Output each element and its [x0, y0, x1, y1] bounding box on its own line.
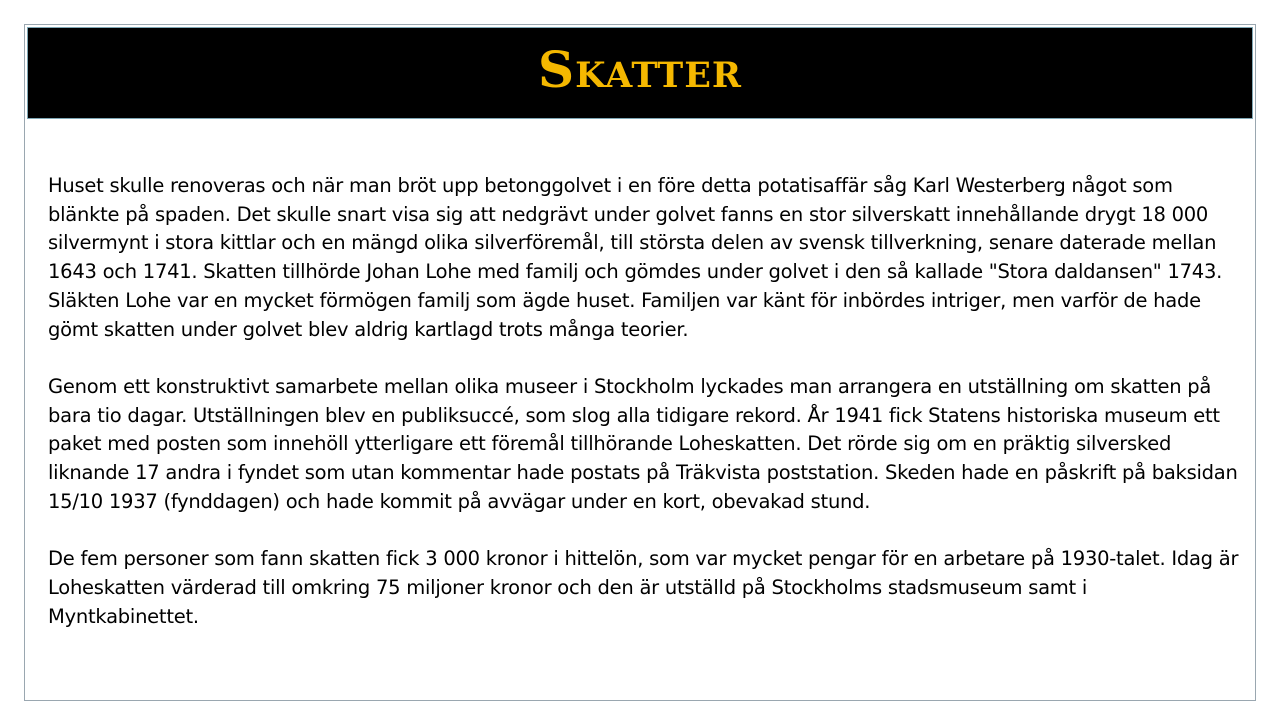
title-bar: [27, 27, 1253, 119]
slide: [24, 24, 1256, 701]
paragraph-3: De fem personer som fann skatten fick 3 000 kronor i hittelön, som var mycket pengar för en arbetare på 1930-talet. Idag är Loheskatten värderad till omkring 75 miljoner kronor och den är utställd på Stockholms stadsmuseum samt i Myntkabinettet.: [48, 547, 1239, 628]
paragraph-2: Genom ett konstruktivt samarbete mellan olika museer i Stockholm lyckades man arrangera en utställning om skatten på bara tio dagar. Utställningen blev en publiksuccé, som slog alla tidigare rekord. År 1941 fick Statens historiska museum ett paket med posten som innehöll ytterligare ett föremål tillhörande Loheskatten. Det rörde sig om en präktig silversked liknande 17 andra i fyndet som utan kommentar hade postats på Träkvista poststation. Skeden hade en påskrift på baksidan 15/10 1937 (fynddagen) och hade kommit på avvägar under en kort, obevakad stund.: [48, 374, 1238, 513]
slide-body: [48, 172, 1243, 631]
paragraph-1: Huset skulle renoveras och när man bröt upp betonggolvet i en före detta potatisaffär såg Karl Westerberg något som blänkte på spaden. Det skulle snart visa sig att nedgrävt under golvet fanns en stor silverskatt innehållande drygt 18 000 silvermynt i stora kittlar och en mängd olika silverföremål, till största delen av svensk tillverkning, senare daterade mellan 1643 och 1741. Skatten tillhörde Johan Lohe med familj och gömdes under golvet i den så kallade "Stora daldansen" 1743. Släkten Lohe var en mycket förmögen familj som ägde huset. Familjen var känt för inbördes intriger, men varför de hade gömt skatten under golvet blev aldrig kartlagd trots många teorier.: [48, 174, 1223, 341]
slide-title: Skatter: [538, 40, 742, 99]
